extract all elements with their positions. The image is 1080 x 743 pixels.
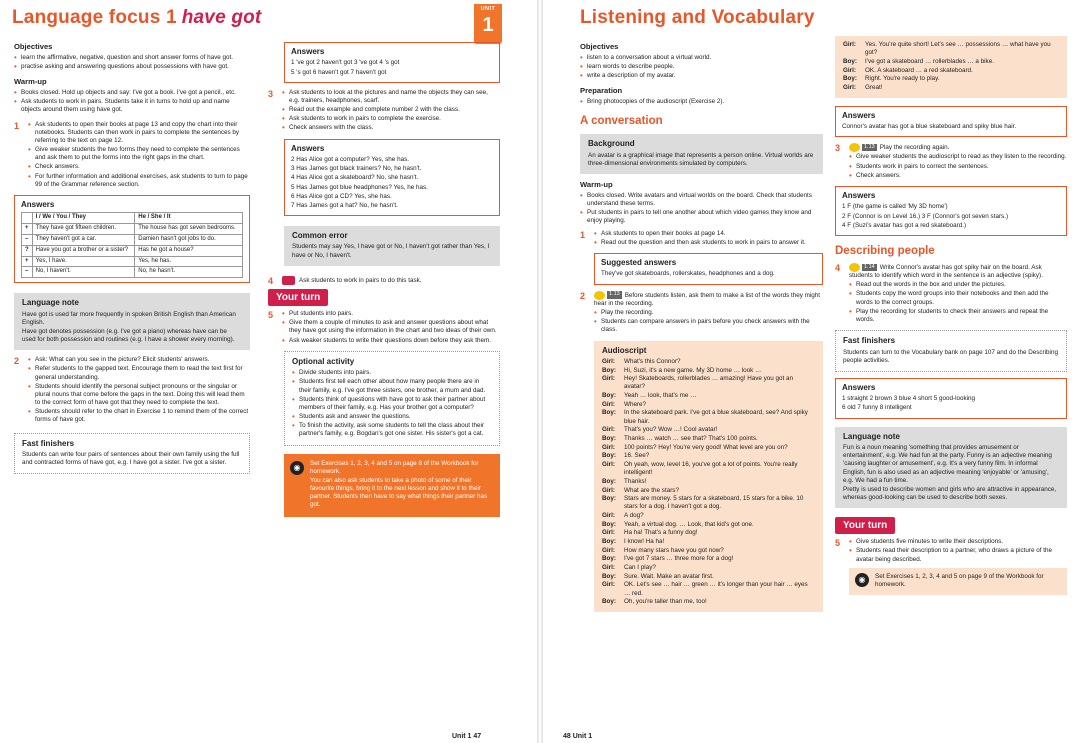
script-line: Boy: I know! Ha ha!	[602, 538, 665, 546]
script-line: Boy: In the skateboard park. I've got a blue skateboard, see? And spiky blue hair.	[602, 409, 808, 425]
page-number: Unit 1 47	[452, 732, 482, 740]
exercise-2-right: 2 1.13 Before students listen, ask them to make a list of the words they might hear in the recording. • Play the recording. • Students can compare answers in pairs before you check answers with the class.	[580, 291, 823, 335]
table-row: + Yes, I have. Yes, he has.	[22, 256, 243, 267]
speaking-icon	[282, 276, 295, 285]
script-line: Girl: Great!	[843, 83, 883, 91]
homework-box: ◉ Set Exercises 1, 2, 3, 4 and 5 on page 8 of the Workbook for homework. You can also ask students to take a photo of some of their favourite things, bring it to the next lesson and show it to their partner. Students then have to say what things their partner has got.	[284, 454, 500, 517]
script-line: Boy: Hi, Suzi, it's a new game. My 3D home … look …	[602, 366, 762, 374]
table-row: ? Have you got a brother or a sister? Has he got a house?	[22, 245, 243, 256]
script-line: Girl: OK. A skateboard … a red skateboard.	[843, 66, 973, 74]
script-line: Girl: Hey! Skateboards, rollerblades … amazing! Have you got an avatar?	[602, 375, 794, 391]
section-heading-conversation: A conversation	[580, 115, 663, 128]
left-column-2	[268, 36, 500, 521]
your-turn-banner-right: Your turn	[835, 517, 895, 534]
answers-table-box: Answers I / We / You / They He / She / It + They have got fifteen children. The house has got seven bedrooms. – They haven't got a car. Damien hasn't got jobs to do. ? Have you got a brother or a sister? Has he got a house? + Yes, I have. Yes, he has. – No, I haven't. No, he hasn't.	[14, 195, 250, 283]
language-note-box: Language note Have got is used far more frequently in spoken British English than American English. Have got denotes possession (e.g. I've got a piano) whereas have can be used for both possession and routines (e.g. I have a shower every morning).	[14, 293, 250, 350]
script-line: Boy: Stars are money. 5 stars for a skateboard, 15 stars for a bike. 10 stars for a dog. I haven't got a dog.	[602, 495, 804, 511]
page-title: Language focus 1 have got	[12, 7, 262, 28]
audio-icon	[849, 263, 860, 272]
exercise-1: 1 • Ask students to open their books at page 13 and copy the chart into their notebooks. Students can then work in pairs to complete the sentences by referring to the text on page 12. • Give weaker students the two forms they need to complete the sentences and ask them to put the forms into the right gaps in the chart. • Check answers. • For further information and additional exercises, ask students to turn to page 99 of the Grammar reference section.	[14, 121, 250, 189]
answers-box-right-3: Answers 1 straight 2 brown 3 blue 4 short 5 good-looking 6 old 7 funny 8 intelligent	[835, 378, 1067, 419]
background-box: Background An avatar is a graphical image that represents a person online. Virtual worlds are three-dimensional environments simulated by computers.	[580, 134, 823, 174]
audio-icon	[594, 291, 605, 300]
answers-box-right-1: Answers Connor's avatar has got a blue skateboard and spiky blue hair.	[835, 106, 1067, 138]
script-line: Boy: I've got a skateboard … rollerblades … a bike.	[843, 57, 994, 65]
exercise-2: 2 • Ask: What can you see in the picture? Elicit students' answers. • Refer students to the gapped text. Encourage them to read the text first for general understanding. • Students should identify the personal subject pronouns or the singular or plural nouns that come before the gaps in the text. Doing this will lead them to the correct form of have got that they need to complete the text. • Students should refer to the chart in Exercise 1 to remind them of the correct forms of have got.	[14, 356, 250, 424]
suggested-answers-box: Suggested answers They've got skateboards, rollerskates, headphones and a dog.	[594, 253, 823, 285]
grammar-table: I / We / You / They He / She / It + They have got fifteen children. The house has got seven bedrooms. – They haven't got a car. Damien hasn't got jobs to do. ? Have you got a brother or a sister? Has he got a house? + Yes, I have. Yes, he has. – No, I haven't. No, he hasn't.	[21, 212, 243, 278]
objectives-list: • learn the affirmative, negative, question and short answer forms of have got. • practise asking and answering questions about possessions with have got.	[14, 54, 250, 71]
your-turn-banner: Your turn	[268, 289, 328, 306]
unit-badge: UNIT 1	[474, 4, 502, 44]
exercise-4-right: 4 1.14 Write Connor's avatar has got spiky hair on the board. Ask students to identify which word in the sentence is an adjective (spiky). • Read out the words in the box and under the pictures. • Students copy the word groups into their notebooks and then add the words to the correct groups. • Play the recording for students to check their answers and repeat the words.	[835, 263, 1067, 324]
audioscript-continued	[835, 36, 1067, 98]
workbook-icon: ◉	[290, 461, 304, 475]
script-line: Boy: Sure. Wait. Make an avatar first.	[602, 572, 714, 580]
answers-box-2: Answers 1 've got 2 haven't got 3 've got 4 's got 5 's got 6 haven't got 7 haven't got	[284, 42, 500, 83]
script-line: Boy: Yeah … look, that's me …	[602, 392, 697, 400]
table-row: + They have got fifteen children. The house has got seven bedrooms.	[22, 224, 243, 235]
script-line: Girl: That's you? Wow …! Cool avatar!	[602, 426, 718, 434]
script-line: Boy: Yeah, a virtual dog. … Look, that kid's got one.	[602, 520, 754, 528]
right-column-2	[835, 36, 1067, 595]
right-page	[543, 0, 1080, 743]
script-line: Boy: Thanks!	[602, 477, 647, 485]
script-line: Girl: Oh yeah, wow, level 16, you've got a lot of points. You're really intelligent!	[602, 461, 798, 477]
script-line: Girl: What's this Connor?	[602, 357, 681, 365]
common-error-box: Common error Students may say Yes, I have got or No, I haven't got rather than Yes, I have or No, I haven't.	[284, 226, 500, 266]
optional-activity-box: Optional activity • Divide students into pairs. • Students first tell each other about how many people there are in their family, e.g. I've got three sisters, one brother, a mum and dad. • Students think of questions with have got to ask their partner about members of their family, e.g. Has your brother got a computer? • Students ask and answer the questions. • To finish the activity, ask some students to tell the class about their partner's family, e.g. Bogdan's got one sister. His sister's got a cat.	[284, 351, 500, 446]
warmup-heading: Warm-up	[14, 77, 47, 87]
exercise-1-right: 1 • Ask students to open their books at page 14. • Read out the question and then ask students to work in pairs to answer it.	[580, 230, 823, 247]
left-page	[0, 0, 537, 743]
script-line: Boy: I've got 7 stars … three more for a dog!	[602, 555, 734, 563]
script-line: Girl: What are the stars?	[602, 486, 679, 494]
page-number-right: 48 Unit 1	[563, 732, 593, 740]
language-note-box-right: Language note Fun is a noun meaning 'something that provides amusement or entertainment', e.g. We had fun at the party. Funny is an adjective meaning 'causing laughter or amusement', e.g. It's a very funny film. In informal English, fun is also used as an adjective meaning 'enjoyable' or 'amusing', e.g. We had a fun time. Pretty is used to describe women and girls who are attractive in appearance, whereas good-looking can be used to describe both sexes.	[835, 427, 1067, 509]
audioscript-box: Audioscript Girl: What's this Connor? Boy: Hi, Suzi, it's a new game. My 3D home … look … Girl: Hey! Skateboards, rollerblades … amazing! Have you got an avatar? Boy: Yeah … look, that's me … Girl: Where? Boy: In the skateboard park. I've got a blue skateboard, see? And spiky blue hair. Girl: That's you? Wow …! Cool avatar! Boy: Thanks … watch … see that? That's 100 points. Girl: 100 points? Hey! You're very good! What level are you on? Boy: 16. See? Girl: Oh yeah, wow, level 16, you've got a lot of points. You're really intelligent! Boy: Thanks! Girl: What are the stars? Boy: Stars are money. 5 stars for a skateboard, 15 stars for a bike. 10 stars for a dog. I haven't got a dog. Girl: A dog? Boy: Yeah, a virtual dog. … Look, that kid's got one. Girl: Ha ha! That's a funny dog! Boy: I know! Ha ha! Girl: How many stars have you got now? Boy: I've got 7 stars … three more for a dog! Girl: Can I play? Boy: Sure. Wait. Make an avatar first. Girl: OK. Let's see … hair … green … it's longer than your hair … eyes … red. Boy: Oh, you're taller than me, too!	[594, 341, 823, 612]
left-column-1	[14, 36, 250, 479]
exercise-4: 4 Ask students to work in pairs to do this task.	[268, 275, 422, 286]
exercise-5: 5 • Put students into pairs. • Give them a couple of minutes to ask and answer questions about what they have got using the information in the chart and two ideas of their own. • Ask weaker students to write their questions down before they ask them.	[268, 310, 500, 345]
right-column-1: Objectives • listen to a conversation about a virtual world. • learn words to describe people. • write a description of my avatar. Preparation • Bring photocopies of the audioscript (Exercise 2). A conversation Background An avatar is a graphical image that represents a person online. Virtual worlds are three-dimensional environments simulated by computers. Warm-up • Books closed. Write avatars and virtual worlds on the board. Check that students understand these terms. • Put students in pairs to tell one another about which video games they know and enjoy playing. 1 • Ask students to open their books at page 14. • Read out the question and then ask students to work in pairs to answer it. Suggested answers They've got skateboards, rollerskates, headphones and a dog. 2 1.13 Before students listen, ask them to make a list of the words they might hear in the recording. • Play the recording. • Students can compare answers in pairs before you check answers with the class. Audioscript Girl: What's this Connor? Boy: Hi, Suzi, it's a new game. My 3D home … look … Girl: Hey! Skateboards, rollerblades … amazing! Have you got an avatar? Boy: Yeah … look, that's me … Girl: Where? Boy: In the skateboard park. I've got a blue skateboard, see? And spiky blue hair. Girl: That's you? Wow …! Cool avatar! Boy: Thanks … watch … see that? That's 100 points. Girl: 100 points? Hey! You're very good! What level are you on? Boy: 16. See? Girl: Oh yeah, wow, level 16, you've got a lot of points. You're really intelligent! Boy: Thanks! Girl: What are the stars? Boy: Stars are money. 5 stars for a skateboard, 15 stars for a bike. 10 stars for a dog. I haven't got a dog. Girl: A dog? Boy: Yeah, a virtual dog. … Look, that kid's got one. Girl: Ha ha! That's a funny dog! Boy: I know! Ha ha! Girl: How many stars have you got now? Boy: I've got 7 stars … three more for a dog! Girl: Can I play? Boy: Sure. Wait. Make an avatar first. Girl: OK. Let's see … hair … green … it's longer than your hair … eyes … red. Boy: Oh, you're taller than me, too!	[580, 36, 823, 612]
script-line: Girl: Where?	[602, 400, 647, 408]
workbook-icon: ◉	[855, 573, 869, 587]
audioscript	[602, 358, 815, 606]
exercise-3: 3 • Ask students to look at the pictures and name the objects they can see, e.g. trainers, headphones, scarf. • Read out the example and complete number 2 with the class. • Ask students to work in pairs to complete the exercise. • Check answers with the class.	[268, 89, 500, 133]
page-title-right: Listening and Vocabulary	[580, 7, 815, 28]
warmup-list: • Books closed. Hold up objects and say: I've got a book. I've got a pencil., etc. • Ask students to work in pairs. Students take it in turns to hold up and name objects around them using have got.	[14, 89, 250, 115]
script-line: Girl: 100 points? Hey! You're very good! What level are you on?	[602, 443, 788, 451]
fast-finishers-box: Fast finishers Students can write four pairs of sentences about their own family using the full and contracted forms of have got, e.g. I have got a sister. I've got a sister.	[14, 433, 250, 475]
exercise-3-right: 3 1.13 Play the recording again. • Give weaker students the audioscript to read as they listen to the recording. • Students work in pairs to correct the sentences. • Check answers.	[835, 143, 1067, 180]
answers-box-3: Answers 2 Has Alice got a computer? Yes, she has. 3 Has James got black trainers? No, he hasn't. 4 Has Alice got a skateboard? No, she hasn't. 5 Has James got blue headphones? Yes, he has. 6 Has Alice got a CD? Yes, she has. 7 Has James got a hat? No, he hasn't.	[284, 139, 500, 216]
section-heading-describing: Describing people	[835, 244, 935, 257]
table-row: – No, I haven't. No, he hasn't.	[22, 267, 243, 278]
script-line: Girl: How many stars have you got now?	[602, 546, 724, 554]
audio-icon	[849, 143, 860, 152]
table-row: – They haven't got a car. Damien hasn't got jobs to do.	[22, 234, 243, 245]
answers-box-right-2: Answers 1 F (the game is called 'My 3D home') 2 F (Connor is on Level 16.) 3 F (Connor's got seven stars.) 4 F (Suzi's avatar has got a red skateboard.)	[835, 186, 1067, 236]
script-line: Boy: Thanks … watch … see that? That's 100 points.	[602, 435, 758, 442]
script-line: Girl: A dog?	[602, 512, 644, 520]
script-line: Boy: Right. You're ready to play.	[843, 75, 940, 83]
script-line: Girl: Can I play?	[602, 564, 656, 572]
script-line: Girl: Yes. You're quite short! Let's see … possessions … what have you got?	[843, 41, 1051, 57]
script-line: Boy: 16. See?	[602, 452, 650, 460]
script-line: Girl: OK. Let's see … hair … green … it's longer than your hair … eyes … red.	[602, 581, 808, 597]
objectives-heading: Objectives	[14, 42, 53, 51]
script-line: Girl: Ha ha! That's a funny dog!	[602, 529, 698, 537]
homework-box-right: ◉ Set Exercises 1, 2, 3, 4 and 5 on page 9 of the Workbook for homework.	[849, 568, 1067, 595]
exercise-5-right: 5 • Give students five minutes to write their descriptions. • Students read their description to a partner, who draws a picture of the avatar being described.	[835, 538, 1067, 564]
script-line: Boy: Oh, you're taller than me, too!	[602, 598, 707, 606]
fast-finishers-box-right: Fast finishers Students can turn to the Vocabulary bank on page 107 and do the Describing people activities.	[835, 330, 1067, 372]
